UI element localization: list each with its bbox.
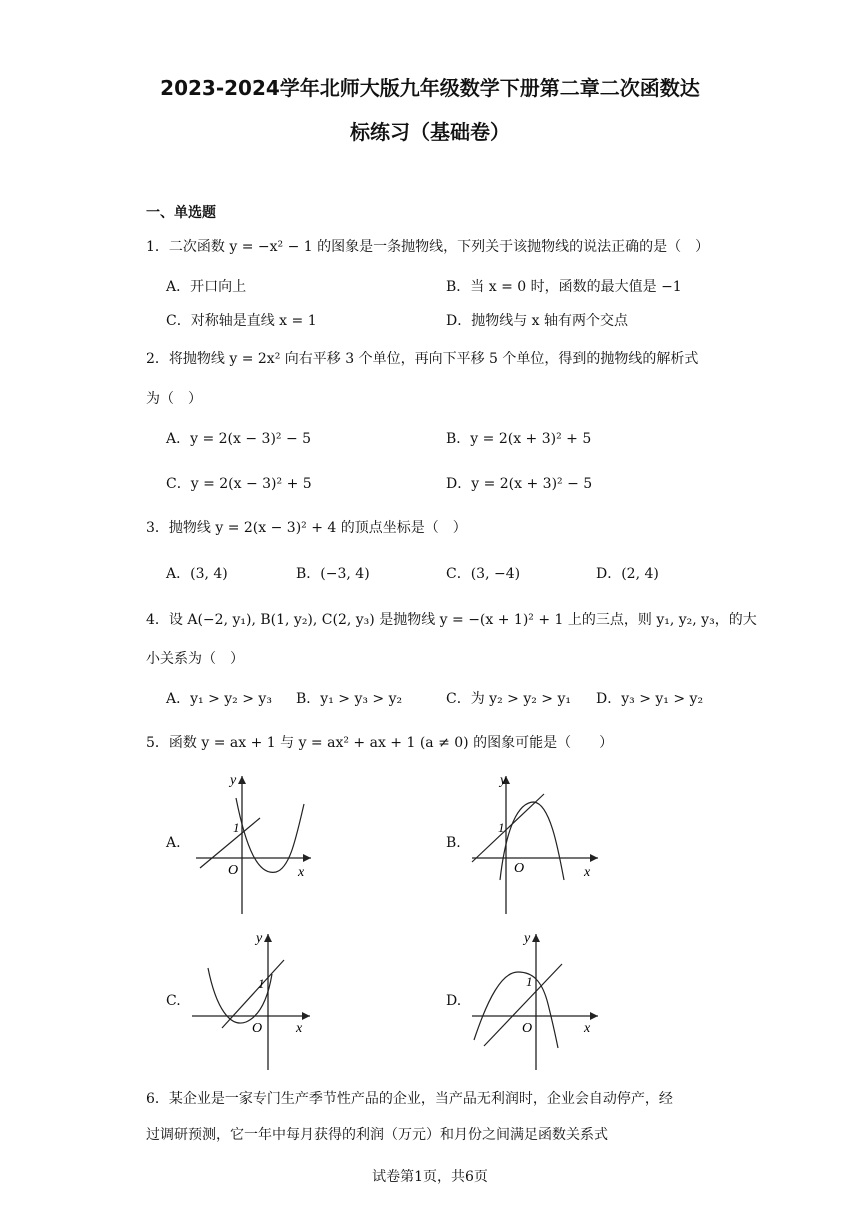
- q5-c-x-label: x: [296, 1021, 303, 1036]
- q3-stem: 3．抛物线 y = 2(x − 3)² + 4 的顶点坐标是（ ）: [146, 520, 467, 536]
- q2-stem-line1: 2．将抛物线 y = 2x² 向右平移 3 个单位，再向下平移 5 个单位，得到的抛物线的解析式: [146, 351, 699, 367]
- section-heading: 一、单选题: [146, 205, 216, 221]
- q2-option-b: B．y = 2(x + 3)² + 5: [446, 431, 592, 447]
- q5-d-one-label: 1: [526, 974, 533, 989]
- title-line-2: 标练习（基础卷）: [350, 120, 510, 144]
- q5-c-one-label: 1: [258, 976, 265, 991]
- q1-option-c: C．对称轴是直线 x = 1: [166, 313, 317, 329]
- q4-stem-line2: 小关系为（ ）: [146, 651, 244, 667]
- q5-b-origin-label: O: [514, 861, 525, 876]
- q5-a-y-label: y: [230, 773, 237, 788]
- q5-option-d-label: D.: [446, 993, 462, 1009]
- q5-d-y-label: y: [524, 931, 531, 946]
- q4-stem-line1: 4．设 A(−2, y₁), B(1, y₂), C(2, y₃) 是抛物线 y = −(x + 1)² + 1 上的三点，则 y₁, y₂, y₃，的大: [146, 612, 757, 628]
- q5-a-x-label: x: [298, 865, 305, 880]
- q5-d-x-label: x: [584, 1021, 591, 1036]
- q2-stem-line2: 为（ ）: [146, 391, 202, 407]
- q5-c-origin-label: O: [252, 1021, 263, 1036]
- q5-stem: 5．函数 y = ax + 1 与 y = ax² + ax + 1 (a ≠ 0) 的图象可能是（ ）: [146, 735, 614, 751]
- q6-line2: 过调研预测，它一年中每月获得的利润（万元）和月份之间满足函数关系式: [146, 1127, 608, 1143]
- q5-graph-a: [186, 768, 316, 918]
- q5-c-y-label: y: [256, 931, 263, 946]
- q3-option-a: A．(3, 4): [166, 566, 228, 582]
- q5-option-c-label: C.: [166, 993, 181, 1009]
- q1-option-b: B．当 x = 0 时，函数的最大值是 −1: [446, 279, 682, 295]
- q5-d-origin-label: O: [522, 1021, 533, 1036]
- q5-a-one-label: 1: [233, 820, 240, 835]
- q3-option-b: B．(−3, 4): [296, 566, 370, 582]
- q5-option-b-label: B.: [446, 835, 461, 851]
- page-footer: 试卷第1页，共6页: [372, 1169, 488, 1185]
- q5-b-one-label: 1: [498, 820, 505, 835]
- q1-option-d: D．抛物线与 x 轴有两个交点: [446, 313, 629, 329]
- q3-option-d: D．(2, 4): [596, 566, 659, 582]
- q6-line1: 6．某企业是一家专门生产季节性产品的企业，当产品无利润时，企业会自动停产，经: [146, 1091, 673, 1107]
- q4-option-c: C．为 y₂ > y₂ > y₁: [446, 691, 571, 707]
- q5-graph-b: [466, 768, 602, 918]
- q5-b-x-label: x: [584, 865, 591, 880]
- q2-option-d: D．y = 2(x + 3)² − 5: [446, 476, 593, 492]
- q1-option-a: A．开口向上: [166, 279, 247, 295]
- q1-stem: 1．二次函数 y = −x² − 1 的图象是一条抛物线，下列关于该抛物线的说法正确的是（ ）: [146, 239, 710, 255]
- q4-option-d: D．y₃ > y₁ > y₂: [596, 691, 704, 707]
- q5-a-origin-label: O: [228, 863, 239, 878]
- q5-graph-c: [186, 928, 316, 1074]
- q4-option-a: A．y₁ > y₂ > y₃: [166, 691, 272, 707]
- q4-option-b: B．y₁ > y₃ > y₂: [296, 691, 403, 707]
- q5-graph-d: [466, 928, 602, 1074]
- q5-option-a-label: A.: [166, 835, 181, 851]
- q3-option-c: C．(3, −4): [446, 566, 521, 582]
- q2-option-a: A．y = 2(x − 3)² − 5: [166, 431, 312, 447]
- q5-b-y-label: y: [500, 773, 507, 788]
- q2-option-c: C．y = 2(x − 3)² + 5: [166, 476, 312, 492]
- title-line-1: 2023-2024学年北师大版九年级数学下册第二章二次函数达: [160, 76, 700, 100]
